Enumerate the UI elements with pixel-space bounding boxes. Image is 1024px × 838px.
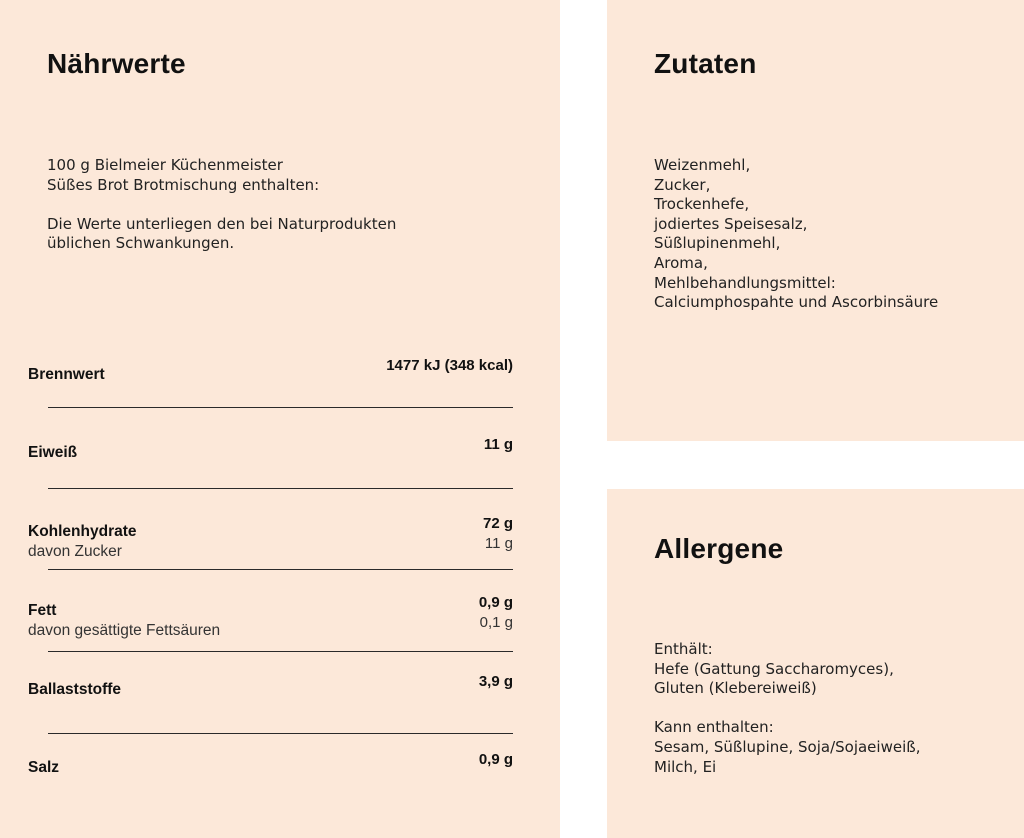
allergens-text: Enthält: Hefe (Gattung Saccharomyces), Gluten (Klebereiweiß) Kann enthalten: Sesam, Süßlupine, Soja/Sojaeiweiß, Milch, Ei [654,640,921,776]
row-label: Fett [28,602,57,619]
row-divider [48,733,513,734]
ingredients-panel [607,0,1024,441]
row-value: 72 g [482,515,513,532]
ingredients-title: Zutaten [654,48,757,79]
row-value: 0,9 g [478,751,513,768]
row-value: 11 g [483,436,513,453]
row-sub-value: 0,1 g [479,614,513,631]
row-label: Ballaststoffe [28,681,122,698]
allergens-panel [607,489,1024,838]
row-divider [48,569,513,570]
row-label: Brennwert [28,366,105,383]
ingredients-list: Weizenmehl, Zucker, Trockenhefe, jodiertes Speisesalz, Süßlupinenmehl, Aroma, Mehlbehandlungsmittel: Calciumphospahte und Ascorbinsäure [654,156,939,312]
row-value: 0,9 g [478,594,513,611]
row-value: 1477 kJ (348 kcal) [386,357,513,374]
row-label: Eiweiß [28,444,78,461]
row-value: 3,9 g [478,673,513,690]
row-label: Kohlenhydrate [28,523,137,540]
nutrition-title: Nährwerte [47,48,186,79]
row-divider [48,407,513,408]
nutrition-intro: 100 g Bielmeier Küchenmeister Süßes Brot Brotmischung enthalten: Die Werte unterliegen den bei Naturprodukten üblichen Schwankungen. [47,156,397,253]
row-divider [48,488,513,489]
row-label: Salz [28,759,60,776]
allergens-title: Allergene [654,533,784,564]
row-sub-value: 11 g [484,535,513,552]
row-sub-label: davon Zucker [28,543,122,560]
row-sub-label: davon gesättigte Fettsäuren [28,622,221,639]
row-divider [48,651,513,652]
